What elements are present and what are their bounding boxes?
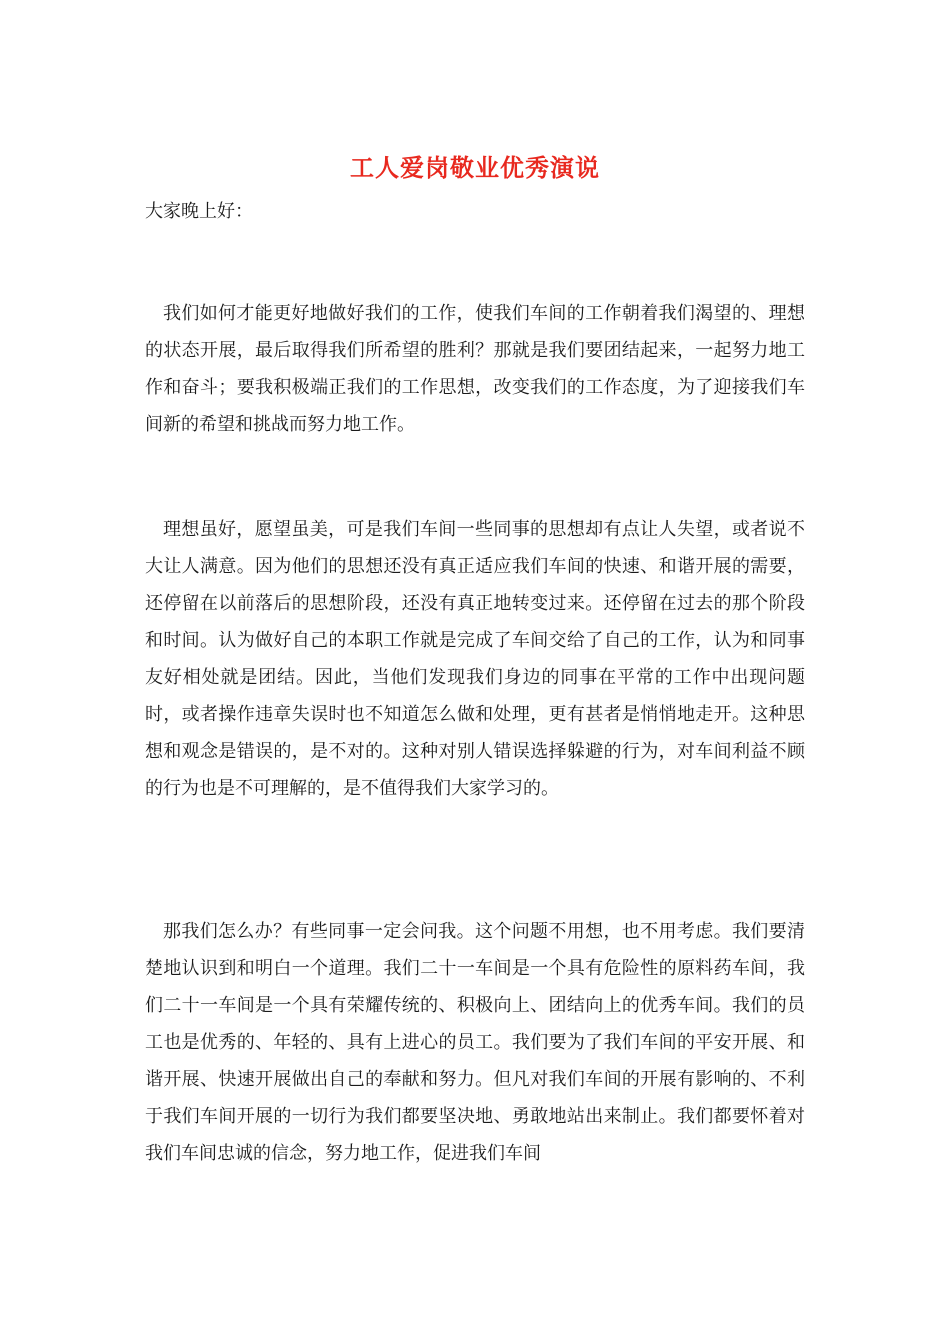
- greeting-text: 大家晚上好：: [145, 201, 253, 222]
- document-title: 工人爱岗敬业优秀演说: [350, 153, 600, 182]
- paragraph-2: 理想虽好，愿望虽美，可是我们车间一些同事的思想却有点让人失望，或者说不大让人满意。因为他们的思想还没有真正适应我们车间的快速、和谐开展的需要，还停留在以前落后的思想阶段，还没有真正地转变过来。还停留在过去的那个阶段和时间。认为做好自己的本职工作就是完成了车间交给了自己的工作，认为和同事友好相处就是团结。因此，当他们发现我们身边的同事在平常的工作中出现问题时，或者操作违章失误时也不知道怎么做和处理，更有甚者是悄悄地走开。这种思想和观念是错误的，是不对的。这种对别人错误选择躲避的行为，对车间利益不顾的行为也是不可理解的，是不值得我们大家学习的。: [145, 519, 805, 799]
- paragraph-3: 那我们怎么办？有些同事一定会问我。这个问题不用想，也不用考虑。我们要清楚地认识到和明白一个道理。我们二十一车间是一个具有危险性的原料药车间，我们二十一车间是一个具有荣耀传统的、积极向上、团结向上的优秀车间。我们的员工也是优秀的、年轻的、具有上进心的员工。我们要为了我们车间的平安开展、和谐开展、快速开展做出自己的奉献和努力。但凡对我们车间的开展有影响的、不利于我们车间开展的一切行为我们都要坚决地、勇敢地站出来制止。我们都要怀着对我们车间忠诚的信念，努力地工作，促进我们车间: [145, 921, 805, 1164]
- paragraph-1: 我们如何才能更好地做好我们的工作，使我们车间的工作朝着我们渴望的、理想的状态开展，最后取得我们所希望的胜利？那就是我们要团结起来，一起努力地工作和奋斗；要我积极端正我们的工作思想，改变我们的工作态度，为了迎接我们车间新的希望和挑战而努力地工作。: [145, 303, 805, 435]
